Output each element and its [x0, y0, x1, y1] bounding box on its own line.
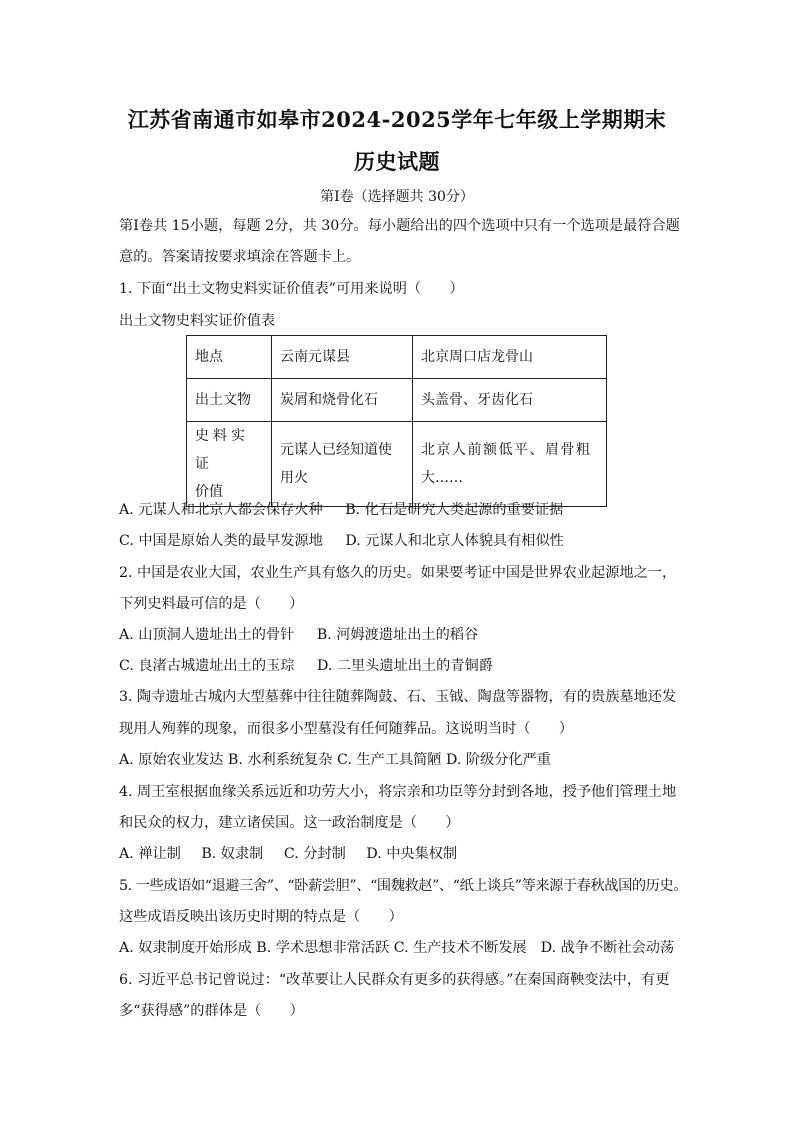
- table-cell: 头盖骨、牙齿化石: [413, 379, 607, 422]
- q1-option-c[interactable]: C. 中国是原始人类的最早发源地: [119, 533, 323, 549]
- exam-title: 江苏省南通市如皋市2024-2025学年七年级上学期期末: [127, 107, 667, 132]
- q4-stem-line-1: 4. 周王室根据血缘关系远近和功劳大小，将宗亲和功臣等分封到各地，授予他们管理土地: [119, 784, 677, 800]
- table-cell: 炭屑和烧骨化石: [272, 379, 413, 422]
- table-row: [187, 379, 607, 422]
- table-cell: 云南元谋县: [272, 336, 413, 379]
- q2-option-b[interactable]: B. 河姆渡遗址出土的稻谷: [316, 627, 479, 643]
- q5-options[interactable]: A. 奴隶制度开始形成 B. 学术思想非常活跃 C. 生产技术不断发展 D. 战争不断社会动荡: [119, 940, 675, 956]
- cell-line: 史料实证: [195, 428, 249, 472]
- q2-stem-line-1: 2. 中国是农业大国，农业生产具有悠久的历史。如果要考证中国是世界农业起源地之一，: [119, 565, 677, 581]
- table-cell: [187, 422, 272, 507]
- exam-subtitle: 历史试题: [354, 149, 440, 174]
- q3-stem-line-1: 3. 陶寺遗址古城内大型墓葬中往往随葬陶鼓、石、玉钺、陶盘等器物，有的贵族墓地还发: [119, 689, 677, 705]
- q1-options-row-1: [119, 500, 563, 520]
- intro-line-2: 意的。答案请按要求填涂在答题卡上。: [119, 249, 361, 265]
- table-row: [187, 336, 607, 379]
- section-heading: 第Ⅰ卷（选择题共 30分）: [320, 189, 474, 205]
- q4-option-c[interactable]: C. 分封制: [283, 846, 346, 862]
- q1-stem: 1. 下面“出土文物史料实证价值表”可用来说明（ ）: [119, 281, 464, 297]
- q5-stem-line-2: 这些成语反映出该历史时期的特点是（ ）: [119, 909, 403, 925]
- q3-options[interactable]: A. 原始农业发达 B. 水利系统复杂 C. 生产工具简陋 D. 阶级分化严重: [119, 752, 551, 768]
- cell-line: 大……: [421, 470, 463, 486]
- q2-option-c[interactable]: C. 良渚古城遗址出土的玉琮: [119, 658, 295, 674]
- q5-stem-line-1: 5. 一些成语如“退避三舍”、“卧薪尝胆”、“围魏救赵”、“纸上谈兵”等来源于春秋战国的历史。: [119, 878, 688, 894]
- cell-line: 价值: [195, 484, 223, 500]
- q2-option-d[interactable]: D. 二里头遗址出土的青铜爵: [316, 658, 493, 674]
- table-cell: 北京周口店龙骨山: [413, 336, 607, 379]
- q4-option-a[interactable]: A. 禅让制: [119, 846, 181, 862]
- q1-options-row-2: [119, 531, 564, 551]
- q6-stem-line-2: 多“获得感”的群体是（ ）: [119, 1003, 304, 1019]
- q2-stem-line-2: 下列史料最可信的是（ ）: [119, 596, 304, 612]
- cell-line: 元谋人已经知道使: [280, 442, 392, 458]
- q4-options: [119, 844, 457, 864]
- intro-line-1: 第Ⅰ卷共 15小题，每题 2分，共 30分。每小题给出的四个选项中只有一个选项是最符合题: [119, 218, 680, 234]
- table-cell: [413, 422, 607, 507]
- q1-option-b[interactable]: B. 化石是研究人类起源的重要证据: [345, 502, 564, 518]
- q4-stem-line-2: 和民众的权力，建立诸侯国。这一政治制度是（ ）: [119, 815, 460, 831]
- q1-option-a[interactable]: A. 元谋人和北京人都会保存火种: [119, 502, 323, 518]
- table-cell: [272, 422, 413, 507]
- q1-option-d[interactable]: D. 元谋人和北京人体貌具有相似性: [345, 533, 564, 549]
- q3-stem-line-2: 现用人殉葬的现象，而很多小型墓没有任何随葬品。这说明当时（ ）: [119, 721, 574, 737]
- q4-option-b[interactable]: B. 奴隶制: [201, 846, 264, 862]
- relic-value-table: [186, 335, 607, 507]
- table-row: [187, 422, 607, 507]
- table-cell: 出土文物: [187, 379, 272, 422]
- q2-option-a[interactable]: A. 山顶洞人遗址出土的骨针: [119, 627, 295, 643]
- q4-option-d[interactable]: D. 中央集权制: [366, 846, 458, 862]
- q6-stem-line-1: 6. 习近平总书记曾说过：“改革要让人民群众有更多的获得感。”在秦国商鞅变法中，有更: [119, 972, 670, 988]
- cell-line: 用火: [280, 470, 308, 486]
- q2-options-row-1: [119, 625, 478, 645]
- table-cell: 地点: [187, 336, 272, 379]
- cell-line: 北京人前额低平、眉骨粗: [421, 442, 592, 458]
- q2-options-row-2: [119, 656, 493, 676]
- q1-table-caption: 出土文物史料实证价值表: [119, 313, 276, 329]
